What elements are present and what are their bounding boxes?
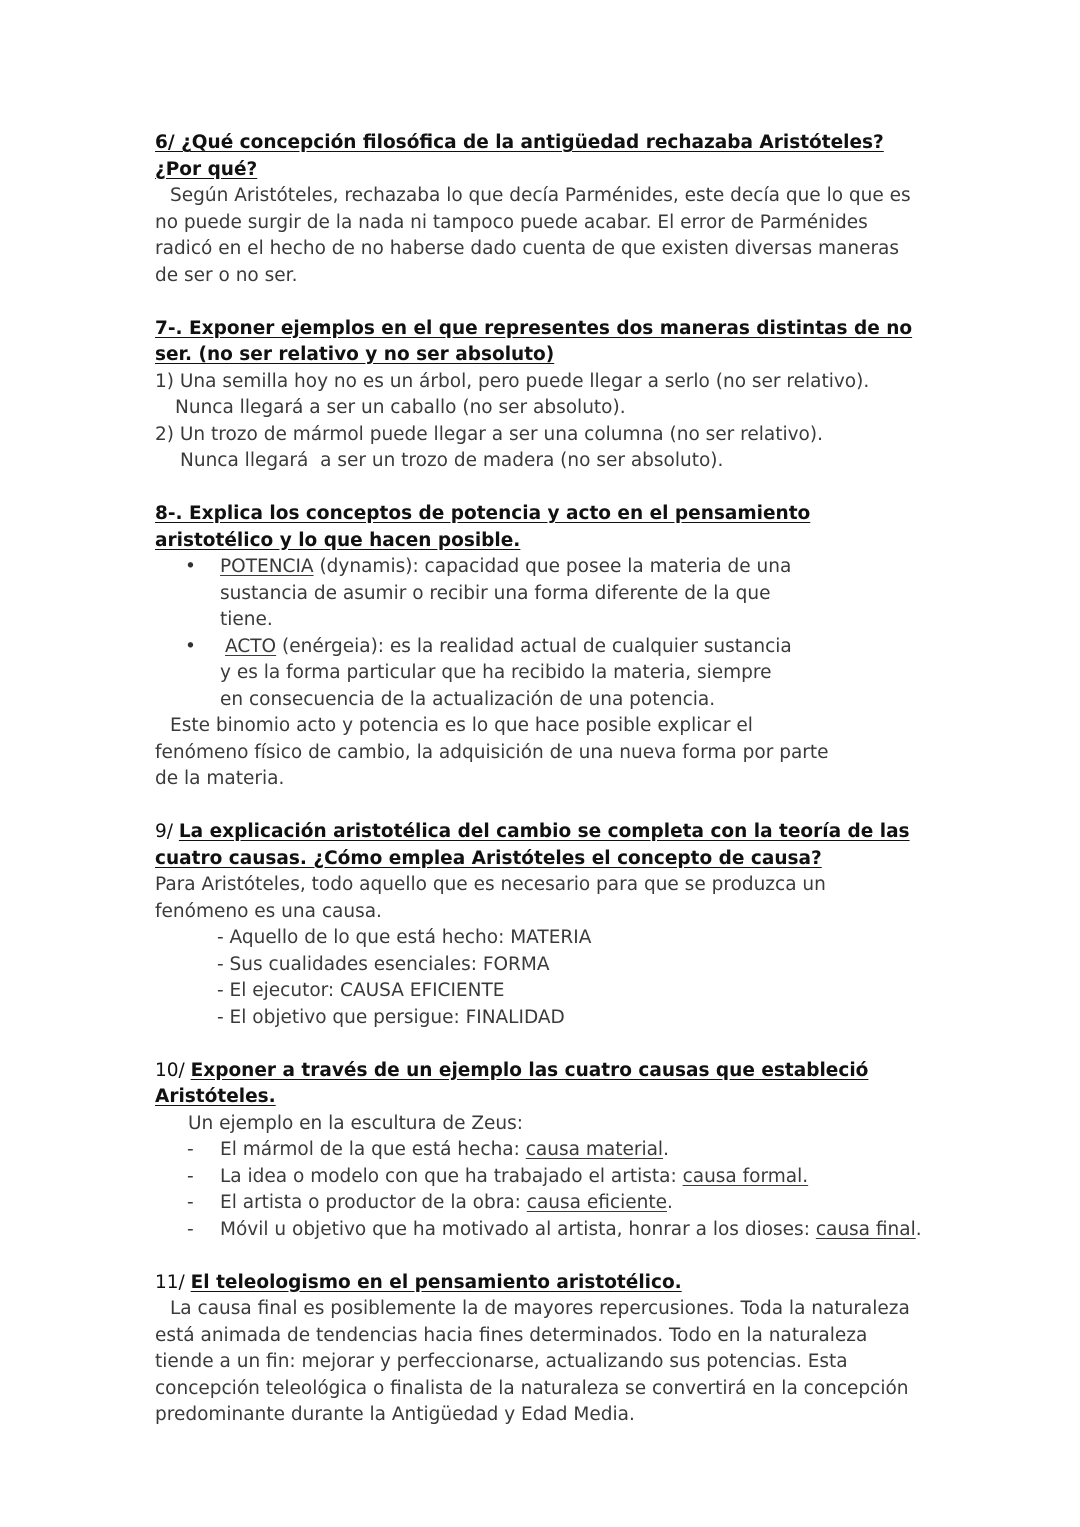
- question-10-title: [155, 1058, 925, 1111]
- definition-potencia: (dynamis): capacidad que posee la materia de una sustancia de asumir o recibir una forma diferente de la que tiene.: [220, 556, 792, 630]
- question-7-line-2: Nunca llegará a ser un caballo (no ser absoluto).: [175, 397, 626, 418]
- example-item: - Móvil u objetivo que ha motivado al artista, honrar a los dioses: causa final.: [187, 1218, 922, 1240]
- question-10-title-text: Exponer a través de un ejemplo las cuatro causas que estableció Aristóteles.: [155, 1059, 869, 1107]
- example-item: - El mármol de la que está hecha: causa material.: [187, 1139, 669, 1160]
- question-10-number: 10/: [155, 1059, 191, 1081]
- question-9-title-text: La explicación aristotélica del cambio se completa con la teoría de las cuatro causas. ¿Cómo emplea Aristóteles el concepto de causa?: [155, 821, 910, 869]
- question-7: [155, 316, 925, 475]
- cause-item: - El objetivo que persigue: FINALIDAD: [217, 1006, 565, 1028]
- question-11: [155, 1270, 925, 1429]
- question-9-answer: Para Aristóteles, todo aquello que es necesario para que se produzca un fenómeno es una causa.: [155, 874, 826, 922]
- bullet-icon: •: [185, 635, 196, 657]
- bullet-icon: •: [185, 556, 196, 577]
- bullet-acto: [155, 634, 795, 714]
- question-6-title: 6/ ¿Qué concepción filosófica de la antigüedad rechazaba Aristóteles? ¿Por qué?: [155, 132, 884, 180]
- question-11-answer: La causa final es posiblemente la de mayores repercusiones. Toda la naturaleza está animada de tendencias hacia fines determinados. Todo en la naturaleza tiende a un fin: mejorar y perfeccionarse, actualizando sus potencias. Esta concepción teleológica o finalista de la naturaleza se convertirá en la concepción predominante durante la Antigüedad y Edad Media.: [155, 1298, 910, 1425]
- question-11-title-text: El teleologismo en el pensamiento aristotélico.: [190, 1271, 682, 1293]
- question-7-title: 7-. Exponer ejemplos en el que representes dos maneras distintas de no ser. (no ser relativo y no ser absoluto): [155, 317, 913, 365]
- question-11-title: [155, 1270, 925, 1297]
- question-9-title: [155, 819, 925, 872]
- bullet-potencia: [155, 554, 795, 634]
- term-acto: ACTO: [225, 635, 277, 657]
- causes-list: [155, 925, 925, 1031]
- question-9-number: 9/: [155, 821, 179, 842]
- question-6: [155, 130, 925, 289]
- question-8-conclusion: Este binomio acto y potencia es lo que hace posible explicar el fenómeno físico de cambio, la adquisición de una nueva forma por parte de la materia.: [155, 715, 829, 789]
- question-8-bullets: [155, 554, 795, 713]
- question-8: [155, 501, 925, 793]
- definition-acto: (enérgeia): es la realidad actual de cualquier sustancia y es la forma particular que ha recibido la materia, siempre en consecuencia de la actualización de una potencia.: [220, 635, 792, 710]
- example-item: - El artista o productor de la obra: causa eficiente.: [187, 1192, 673, 1213]
- cause-item: - Sus cualidades esenciales: FORMA: [217, 953, 550, 975]
- cause-item: - Aquello de lo que está hecho: MATERIA: [217, 927, 592, 948]
- question-11-number: 11/: [155, 1271, 191, 1293]
- example-item: - La idea o modelo con que ha trabajado el artista: causa formal.: [187, 1165, 809, 1187]
- question-6-answer: Según Aristóteles, rechazaba lo que decía Parménides, este decía que lo que es no puede surgir de la nada ni tampoco puede acabar. El error de Parménides radicó en el hecho de no haberse dado cuenta de que existen diversas maneras de ser o no ser.: [155, 185, 911, 286]
- cause-item: - El ejecutor: CAUSA EFICIENTE: [217, 980, 505, 1001]
- term-potencia: POTENCIA: [220, 556, 314, 577]
- question-10-intro: Un ejemplo en la escultura de Zeus:: [188, 1112, 524, 1134]
- example-list: [155, 1137, 925, 1243]
- question-7-line-3: 2) Un trozo de mármol puede llegar a ser una columna (no ser relativo).: [155, 423, 823, 445]
- document-page: [155, 130, 925, 1455]
- question-7-line-1: 1) Una semilla hoy no es un árbol, pero puede llegar a serlo (no ser relativo).: [155, 370, 870, 392]
- question-7-line-4: Nunca llegará a ser un trozo de madera (no ser absoluto).: [180, 450, 724, 471]
- question-8-title: 8-. Explica los conceptos de potencia y acto en el pensamiento aristotélico y lo que hacen posible.: [155, 503, 811, 551]
- question-9: [155, 819, 925, 1031]
- question-10: [155, 1058, 925, 1244]
